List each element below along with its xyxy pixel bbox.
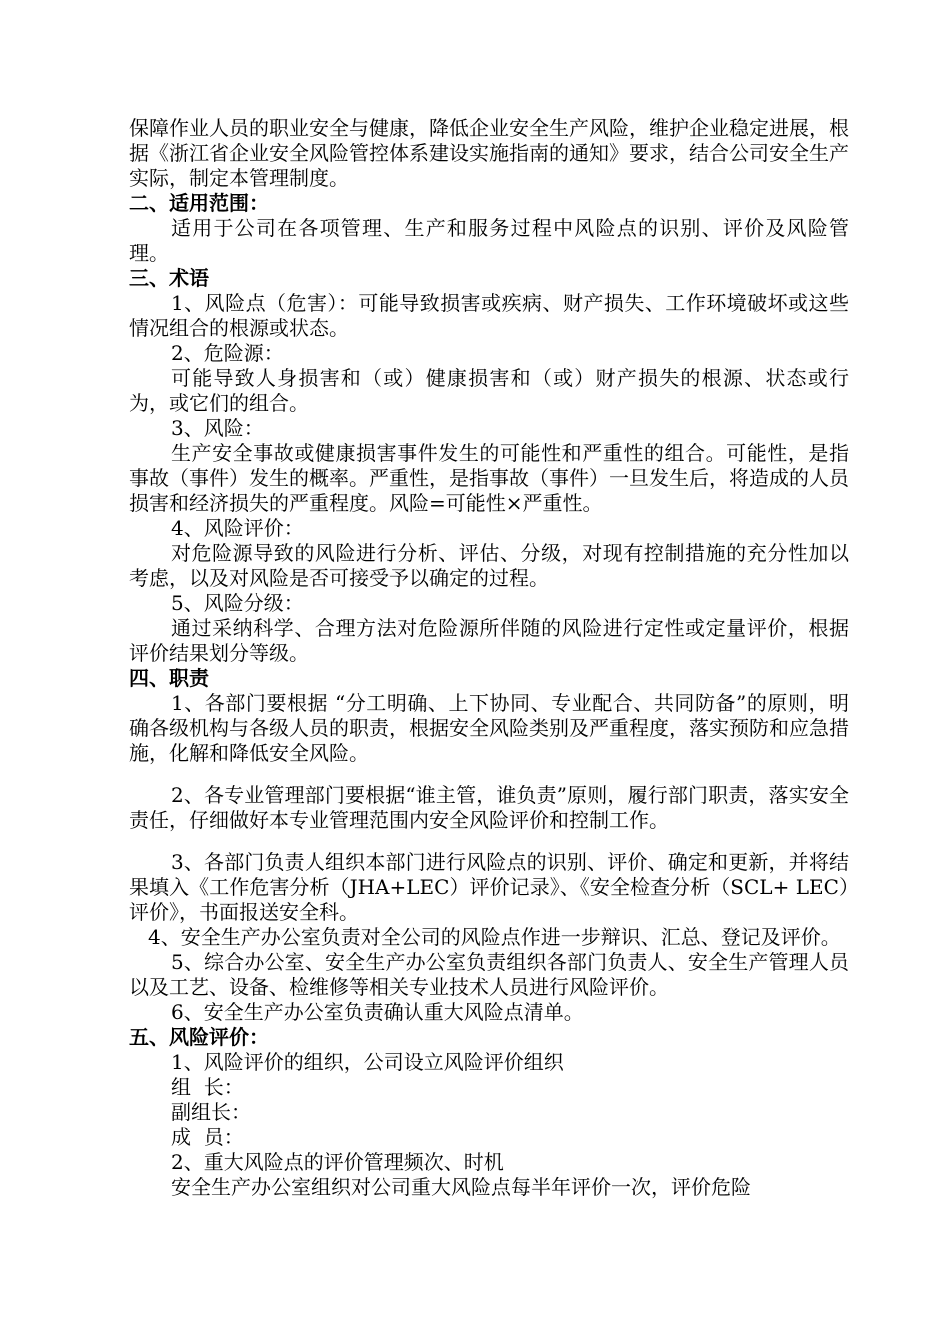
term-risk-label: 3、风险：: [171, 416, 264, 440]
assessment-item-2: 2、重大风险点的评价管理频次、时机: [171, 1150, 504, 1174]
intro-paragraph: 保障作业人员的职业安全与健康，降低企业安全生产风险，维护企业稳定进展，根据《浙江省企业安全风险管控体系建设实施指南的通知》要求，结合公司安全生产实际，制定本管理制度。: [129, 116, 849, 190]
assessment-item-1: 1、风险评价的组织，公司设立风险评价组织: [171, 1050, 564, 1074]
term-hazard-label: 2、危险源：: [171, 341, 284, 365]
group-leader-line: 组 长：: [171, 1075, 244, 1099]
scope-paragraph: 适用于公司在各项管理、生产和服务过程中风险点的识别、评价及风险管理。: [129, 216, 849, 265]
assessment-item-2-body: 安全生产办公室组织对公司重大风险点每半年评价一次，评价危险: [171, 1175, 751, 1199]
term-risk-point: 1、风险点（危害）：可能导致损害或疾病、财产损失、工作环境破坏或这些情况组合的根源或状态。: [129, 291, 849, 340]
term-risk-body: 生产安全事故或健康损害事件发生的可能性和严重性的组合。可能性，是指事故（事件）发生的概率。严重性，是指事故（事件）一旦发生后，将造成的人员损害和经济损失的严重程度。风险=可能性×严重性。: [129, 441, 849, 515]
document-body: [129, 116, 849, 1200]
duty-item-4: 4、安全生产办公室负责对全公司的风险点作进一步辩识、汇总、登记及评价。: [148, 925, 841, 949]
section-heading-scope: 二、适用范围：: [129, 191, 269, 215]
duty-item-6: 6、安全生产办公室负责确认重大风险点清单。: [171, 1000, 584, 1024]
section-heading-assessment: 五、风险评价：: [129, 1025, 269, 1049]
duty-item-3: 3、各部门负责人组织本部门进行风险点的识别、评价、确定和更新，并将结果填入《工作危害分析（JHA+LEC）评价记录》、《安全检查分析（SCL+ LEC）评价》，书面报送安全科。: [129, 850, 849, 924]
group-deputy-line: 副组长：: [171, 1100, 251, 1124]
term-risk-grading-label: 5、风险分级：: [171, 591, 304, 615]
term-risk-assessment-label: 4、风险评价：: [171, 516, 304, 540]
duty-item-5: 5、综合办公室、安全生产办公室负责组织各部门负责人、安全生产管理人员以及工艺、设备、检维修等相关专业技术人员进行风险评价。: [129, 950, 849, 999]
section-heading-terms: 三、术语: [129, 266, 209, 290]
duty-item-2: 2、各专业管理部门要根据“谁主管，谁负责”原则，履行部门职责，落实安全责任，仔细做好本专业管理范围内安全风险评价和控制工作。: [129, 783, 849, 832]
duty-item-1: 1、各部门要根据 “分工明确、上下协同、专业配合、共同防备”的原则，明确各级机构与各级人员的职责，根据安全风险类别及严重程度，落实预防和应急措施，化解和降低安全风险。: [129, 691, 849, 765]
section-heading-duties: 四、职责: [129, 666, 209, 690]
term-hazard-body: 可能导致人身损害和（或）健康损害和（或）财产损失的根源、状态或行为，或它们的组合。: [129, 366, 849, 415]
term-risk-grading-body: 通过采纳科学、合理方法对危险源所伴随的风险进行定性或定量评价，根据评价结果划分等级。: [129, 616, 849, 665]
group-members-line: 成 员：: [171, 1125, 244, 1149]
term-risk-assessment-body: 对危险源导致的风险进行分析、评估、分级，对现有控制措施的充分性加以考虑，以及对风险是否可接受予以确定的过程。: [129, 541, 849, 590]
